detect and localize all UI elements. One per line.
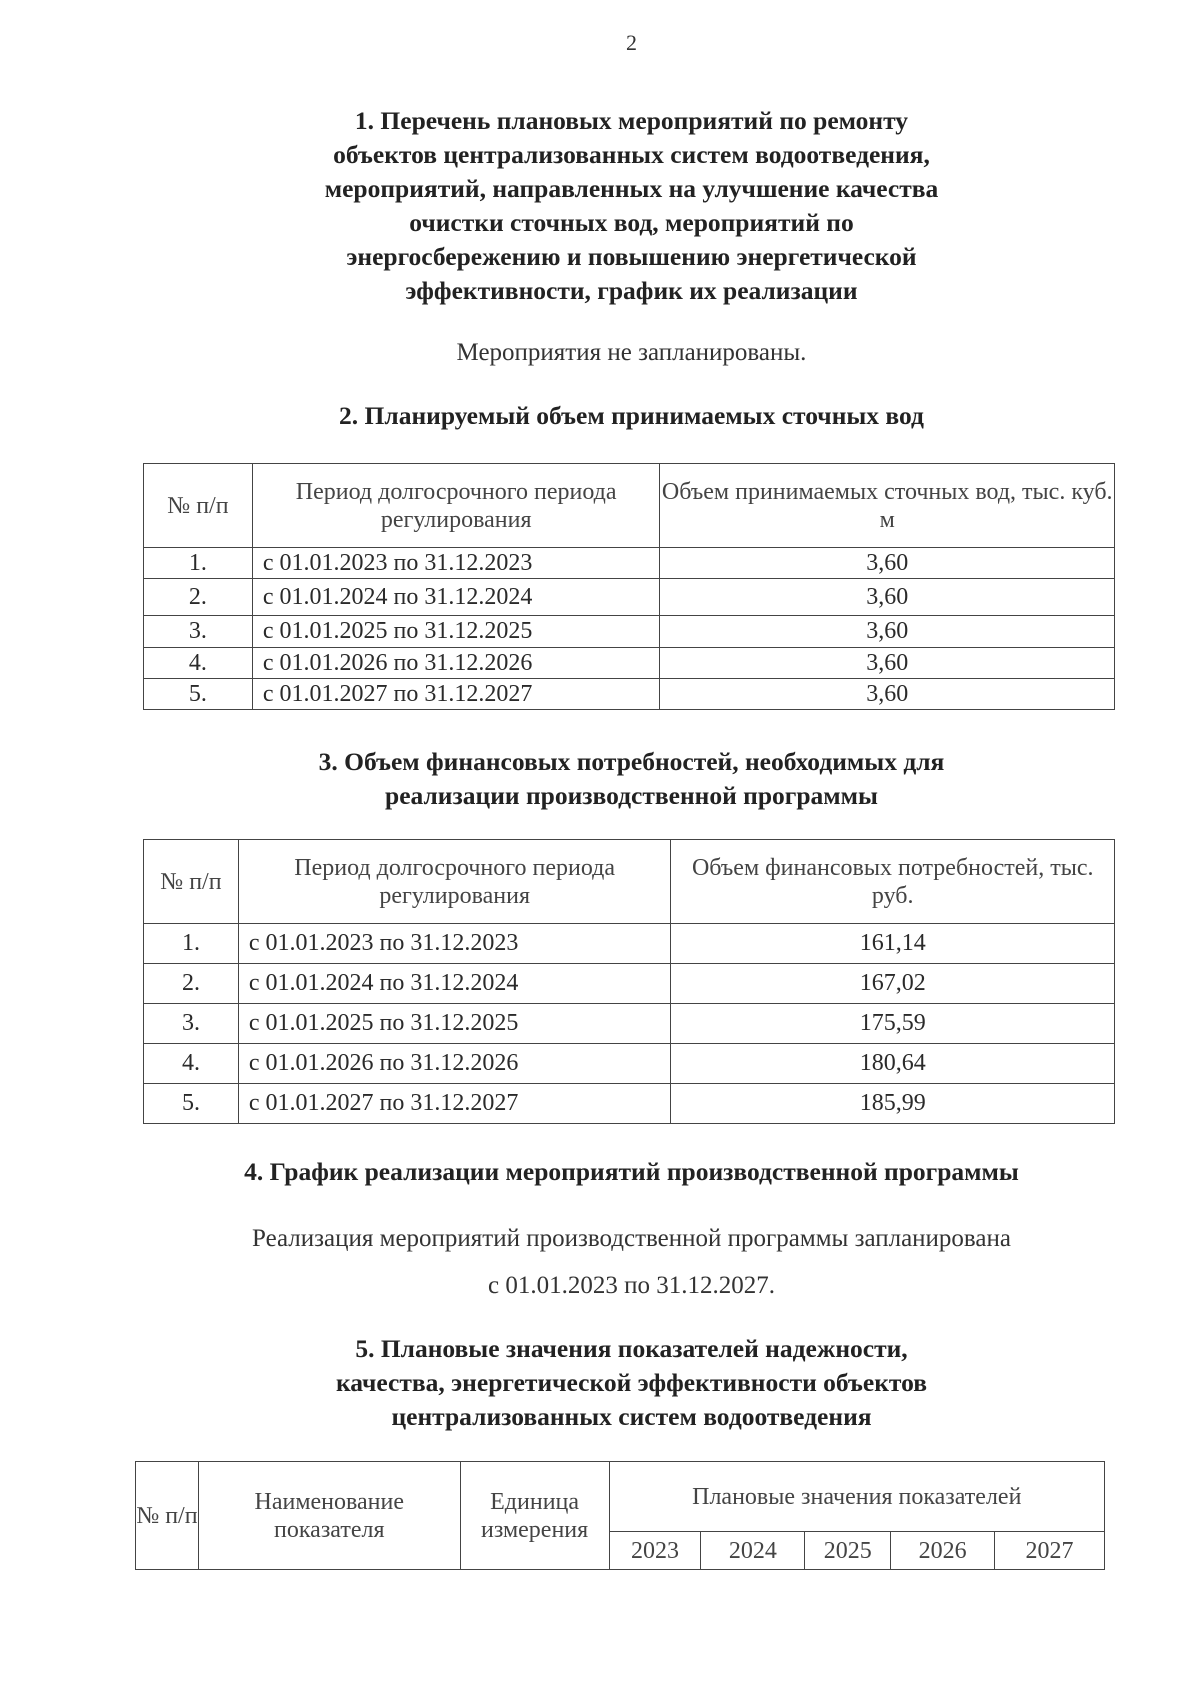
row-period: с 01.01.2026 по 31.12.2026 <box>252 648 660 679</box>
row-number: 1. <box>144 924 239 964</box>
indicators-table <box>135 1461 1105 1570</box>
row-period: с 01.01.2025 по 31.12.2025 <box>238 1004 671 1044</box>
table-row <box>144 616 1115 648</box>
row-period: с 01.01.2023 по 31.12.2023 <box>238 924 671 964</box>
header-unit: Единица измерения <box>460 1462 609 1570</box>
row-number: 2. <box>144 964 239 1004</box>
table-row <box>144 1004 1115 1044</box>
header-planned-values: Плановые значения показателей <box>609 1462 1104 1532</box>
table-row <box>144 964 1115 1004</box>
section1-title-line: объектов централизованных систем водоотведения, <box>333 140 930 169</box>
section1-title-line: мероприятий, направленных на улучшение качества <box>324 174 939 203</box>
header-number: № п/п <box>136 1462 199 1570</box>
table-header-row <box>144 464 1115 548</box>
row-number: 4. <box>144 1044 239 1084</box>
table-header-row <box>136 1462 1105 1532</box>
section3-title <box>0 745 1200 813</box>
section4-title: 4. График реализации мероприятий производственной программы <box>244 1157 1019 1186</box>
section3-title-line: 3. Объем финансовых потребностей, необходимых для <box>318 747 945 776</box>
header-year: 2026 <box>891 1532 995 1570</box>
row-number: 3. <box>144 1004 239 1044</box>
header-year: 2024 <box>701 1532 805 1570</box>
row-period: с 01.01.2027 по 31.12.2027 <box>252 679 660 710</box>
header-year: 2023 <box>609 1532 701 1570</box>
row-value: 167,02 <box>671 964 1115 1004</box>
section4-text-line1: Реализация мероприятий производственной программы запланирована <box>252 1225 1011 1252</box>
table-row <box>144 648 1115 679</box>
row-period: с 01.01.2026 по 31.12.2026 <box>238 1044 671 1084</box>
row-number: 5. <box>144 1084 239 1124</box>
row-value: 161,14 <box>671 924 1115 964</box>
header-finance: Объем финансовых потребностей, тыс. руб. <box>671 840 1115 924</box>
header-number: № п/п <box>144 840 239 924</box>
table-header-row <box>144 840 1115 924</box>
section3-title-line: реализации производственной программы <box>385 781 878 810</box>
section5-title <box>0 1332 1200 1434</box>
row-value: 3,60 <box>660 616 1115 648</box>
row-period: с 01.01.2025 по 31.12.2025 <box>252 616 660 648</box>
wastewater-volume-table <box>143 463 1115 710</box>
header-indicator-name: Наименование показателя <box>198 1462 460 1570</box>
row-period: с 01.01.2023 по 31.12.2023 <box>252 548 660 579</box>
section1-title-line: эффективности, график их реализации <box>405 276 858 305</box>
header-year: 2027 <box>995 1532 1105 1570</box>
row-value: 175,59 <box>671 1004 1115 1044</box>
row-value: 3,60 <box>660 679 1115 710</box>
row-value: 185,99 <box>671 1084 1115 1124</box>
row-number: 5. <box>144 679 253 710</box>
table-row <box>144 679 1115 710</box>
table-row <box>144 548 1115 579</box>
header-period: Период долгосрочного периода регулирования <box>238 840 671 924</box>
section2-title: 2. Планируемый объем принимаемых сточных вод <box>339 401 924 430</box>
row-value: 3,60 <box>660 548 1115 579</box>
table-row <box>144 579 1115 616</box>
section1-title <box>0 104 1200 308</box>
section5-title-line: централизованных систем водоотведения <box>391 1402 872 1431</box>
row-number: 3. <box>144 616 253 648</box>
header-number: № п/п <box>144 464 253 548</box>
header-year: 2025 <box>805 1532 891 1570</box>
section1-title-line: энергосбережению и повышению энергетической <box>346 242 917 271</box>
header-period: Период долгосрочного периода регулирования <box>252 464 660 548</box>
row-period: с 01.01.2024 по 31.12.2024 <box>252 579 660 616</box>
section1-note: Мероприятия не запланированы. <box>456 339 807 366</box>
section1-title-line: 1. Перечень плановых мероприятий по ремонту <box>354 106 909 135</box>
table-row <box>144 1044 1115 1084</box>
row-period: с 01.01.2027 по 31.12.2027 <box>238 1084 671 1124</box>
row-value: 180,64 <box>671 1044 1115 1084</box>
section4-text-line2: с 01.01.2023 по 31.12.2027. <box>488 1272 775 1299</box>
row-number: 1. <box>144 548 253 579</box>
section5-title-line: 5. Плановые значения показателей надежности, <box>355 1334 908 1363</box>
row-value: 3,60 <box>660 579 1115 616</box>
row-period: с 01.01.2024 по 31.12.2024 <box>238 964 671 1004</box>
section5-title-line: качества, энергетической эффективности объектов <box>336 1368 927 1397</box>
table-row <box>144 924 1115 964</box>
page-number: 2 <box>626 30 637 55</box>
table-row <box>144 1084 1115 1124</box>
section1-title-line: очистки сточных вод, мероприятий по <box>409 208 854 237</box>
row-value: 3,60 <box>660 648 1115 679</box>
row-number: 2. <box>144 579 253 616</box>
header-volume: Объем принимаемых сточных вод, тыс. куб. м <box>660 464 1115 548</box>
financial-needs-table <box>143 839 1115 1124</box>
row-number: 4. <box>144 648 253 679</box>
